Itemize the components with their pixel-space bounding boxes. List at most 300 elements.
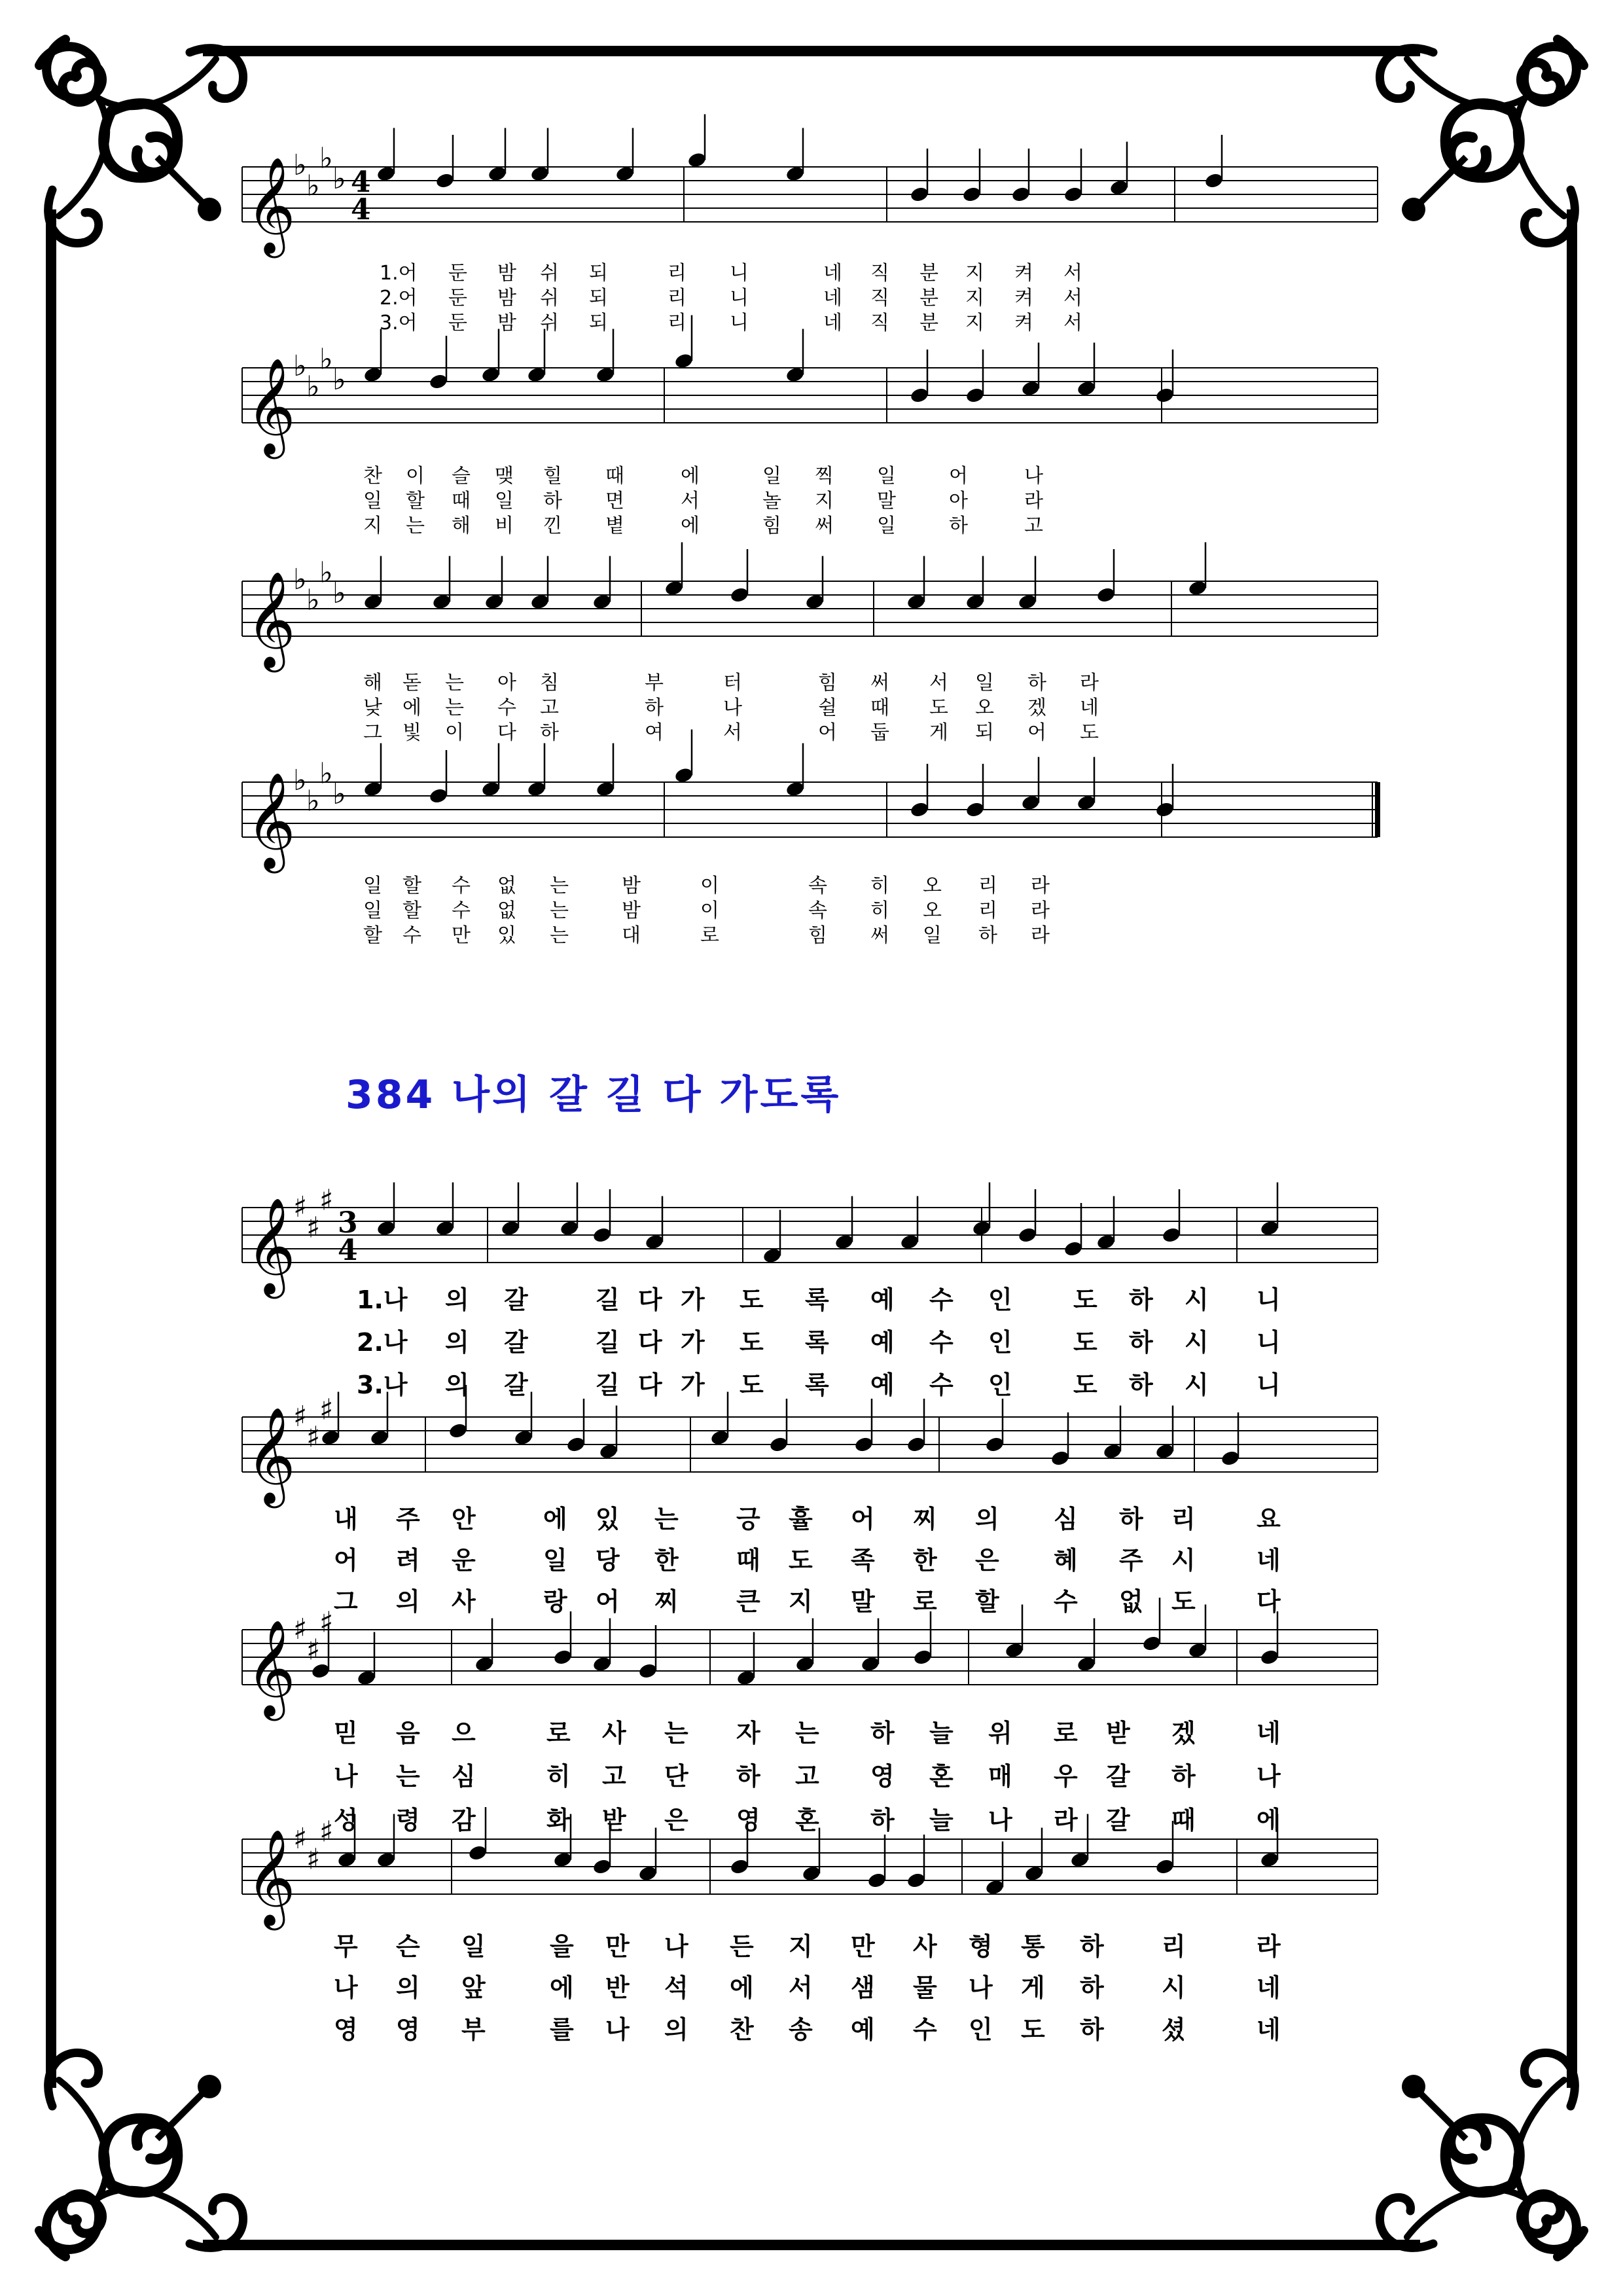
lyric-syllable: 돋 bbox=[402, 672, 421, 694]
flat-icon: ♭ bbox=[332, 577, 346, 610]
lyric-syllable: 직 bbox=[870, 312, 889, 334]
sharp-icon: ♯ bbox=[306, 1633, 321, 1667]
lyric-syllable: 일 bbox=[363, 490, 382, 512]
lyric-syllable: 네 bbox=[1257, 1719, 1281, 1748]
lyric-syllable: 시 bbox=[1185, 1285, 1209, 1314]
lyric-syllable: 안 bbox=[452, 1505, 476, 1534]
lyric-syllable: 히 bbox=[870, 899, 889, 922]
lyric-syllable: 에 bbox=[681, 514, 700, 537]
lyric-syllable: 나 bbox=[664, 1932, 688, 1961]
lyric-syllable: 도 bbox=[1021, 2015, 1045, 2044]
lyric-syllable: 때 bbox=[452, 490, 471, 512]
lyric-syllable: 도 bbox=[740, 1328, 764, 1357]
lyric-syllable: 나 bbox=[334, 1762, 358, 1791]
lyric-syllable: 분 bbox=[919, 287, 938, 310]
lyric-syllable: 시 bbox=[1171, 1546, 1196, 1575]
lyric-syllable: 에 bbox=[730, 1973, 754, 2002]
lyric-syllable: 는 bbox=[654, 1505, 679, 1534]
sharp-icon: ♯ bbox=[293, 1191, 308, 1224]
lyric-syllable: 위 bbox=[988, 1719, 1012, 1748]
sharp-icon: ♯ bbox=[306, 1842, 321, 1876]
lyric-syllable: 도 bbox=[1080, 721, 1099, 744]
lyric-syllable: 리 bbox=[978, 874, 997, 897]
lyric-syllable: 나 bbox=[969, 1973, 993, 2002]
lyric-syllable: 요 bbox=[1257, 1505, 1281, 1534]
lyric-syllable: 지 bbox=[363, 514, 382, 537]
lyric-syllable: 리 bbox=[668, 287, 687, 310]
lyric-syllable: 되 bbox=[589, 312, 608, 334]
lyric-syllable: 이 bbox=[700, 874, 719, 897]
lyric-syllable: 다 bbox=[638, 1328, 662, 1357]
lyric-syllable: 은 bbox=[664, 1806, 688, 1835]
lyric-syllable: 어 bbox=[949, 465, 968, 488]
lyric-syllable: 말 bbox=[851, 1587, 875, 1616]
lyric-syllable: 없 bbox=[497, 899, 516, 922]
lyric-syllable: 로 bbox=[1054, 1719, 1078, 1748]
lyric-syllable: 로 bbox=[913, 1587, 937, 1616]
lyric-syllable: 음 bbox=[396, 1719, 420, 1748]
lyric-syllable: 할 bbox=[402, 899, 421, 922]
lyric-syllable: 으 bbox=[452, 1719, 476, 1748]
lyric-syllable: 는 bbox=[664, 1719, 688, 1748]
lyric-syllable: 는 bbox=[550, 924, 569, 947]
lyric-syllable: 셨 bbox=[1162, 2015, 1186, 2044]
lyric-syllable: 는 bbox=[795, 1719, 819, 1748]
lyric-syllable: 둔 bbox=[448, 262, 467, 285]
lyric-syllable: 하 bbox=[1080, 2015, 1104, 2044]
lyric-syllable: 다 bbox=[638, 1285, 662, 1314]
lyric-syllable: 게 bbox=[1021, 1973, 1045, 2002]
lyric-syllable: 주 bbox=[396, 1505, 420, 1534]
lyric-syllable: 1.어 bbox=[380, 262, 418, 285]
lyric-syllable: 일 bbox=[877, 514, 896, 537]
lyric-syllable: 라 bbox=[1024, 490, 1043, 512]
lyric-syllable: 반 bbox=[605, 1973, 630, 2002]
lyric-syllable: 큰 bbox=[736, 1587, 760, 1616]
lyric-syllable: 침 bbox=[540, 672, 559, 694]
lyric-syllable: 겠 bbox=[1027, 696, 1046, 719]
lyric-syllable: 슬 bbox=[452, 465, 471, 488]
lyric-syllable: 아 bbox=[497, 672, 516, 694]
lyric-syllable: 면 bbox=[605, 490, 624, 512]
lyric-syllable: 도 bbox=[1073, 1285, 1097, 1314]
flat-icon: ♭ bbox=[306, 784, 320, 818]
lyric-syllable: 빛 bbox=[402, 721, 421, 744]
lyric-syllable: 분 bbox=[919, 312, 938, 334]
lyric-syllable: 없 bbox=[1119, 1587, 1143, 1616]
lyric-syllable: 하 bbox=[1129, 1371, 1153, 1399]
lyric-syllable: 수 bbox=[1054, 1587, 1078, 1616]
flat-icon: ♭ bbox=[293, 764, 307, 797]
lyric-syllable: 밤 bbox=[622, 899, 641, 922]
lyric-syllable: 나 bbox=[605, 2015, 630, 2044]
lyric-syllable: 3.어 bbox=[380, 312, 418, 334]
lyric-syllable: 사 bbox=[452, 1587, 476, 1616]
lyric-syllable: 오 bbox=[923, 874, 942, 897]
lyric-syllable: 할 bbox=[402, 874, 421, 897]
lyric-syllable: 서 bbox=[1063, 312, 1082, 334]
lyric-syllable: 물 bbox=[913, 1973, 937, 2002]
lyric-syllable: 때 bbox=[870, 696, 889, 719]
lyric-syllable: 때 bbox=[736, 1546, 760, 1575]
lyric-syllable: 의 bbox=[975, 1505, 999, 1534]
lyric-syllable: 이 bbox=[700, 899, 719, 922]
lyric-syllable: 3.나 bbox=[357, 1371, 408, 1399]
lyric-syllable: 밤 bbox=[622, 874, 641, 897]
lyric-syllable: 네 bbox=[1080, 696, 1099, 719]
lyric-syllable: 휼 bbox=[789, 1505, 813, 1534]
lyric-syllable: 있 bbox=[596, 1505, 620, 1534]
flat-icon: ♭ bbox=[293, 350, 307, 383]
flat-icon: ♭ bbox=[293, 149, 307, 182]
lyric-syllable: 에 bbox=[550, 1973, 574, 2002]
lyric-syllable: 가 bbox=[681, 1328, 705, 1357]
lyric-syllable: 나 bbox=[988, 1806, 1012, 1835]
lyric-syllable: 부 bbox=[645, 672, 664, 694]
lyric-syllable: 송 bbox=[789, 2015, 813, 2044]
lyric-syllable: 리 bbox=[668, 262, 687, 285]
lyric-syllable: 길 bbox=[596, 1371, 620, 1399]
lyric-syllable: 리 bbox=[668, 312, 687, 334]
lyric-syllable: 앞 bbox=[461, 1973, 486, 2002]
lyric-syllable: 비 bbox=[495, 514, 514, 537]
lyric-syllable: 가 bbox=[681, 1285, 705, 1314]
lyric-syllable: 니 bbox=[1257, 1371, 1281, 1399]
lyric-syllable: 한 bbox=[654, 1546, 679, 1575]
lyric-syllable: 는 bbox=[396, 1762, 420, 1791]
lyric-syllable: 주 bbox=[1119, 1546, 1143, 1575]
lyric-syllable: 늘 bbox=[929, 1806, 954, 1835]
lyric-syllable: 놀 bbox=[762, 490, 781, 512]
lyric-syllable: 매 bbox=[988, 1762, 1012, 1791]
lyric-syllable: 1.나 bbox=[357, 1285, 408, 1314]
lyric-syllable: 일 bbox=[363, 874, 382, 897]
flat-icon: ♭ bbox=[332, 162, 346, 196]
lyric-syllable: 되 bbox=[589, 287, 608, 310]
treble-clef-icon: 𝄞 bbox=[246, 1619, 296, 1717]
lyric-syllable: 할 bbox=[975, 1587, 999, 1616]
lyric-syllable: 리 bbox=[1162, 1932, 1186, 1961]
lyric-syllable: 할 bbox=[363, 924, 382, 947]
lyric-syllable: 나 bbox=[723, 696, 742, 719]
lyric-syllable: 샘 bbox=[851, 1973, 875, 2002]
lyric-syllable: 하 bbox=[543, 490, 562, 512]
flat-icon: ♭ bbox=[319, 141, 333, 175]
sharp-icon: ♯ bbox=[306, 1420, 321, 1454]
lyric-syllable: 고 bbox=[795, 1762, 819, 1791]
lyric-syllable: 맺 bbox=[495, 465, 514, 488]
lyric-syllable: 영 bbox=[736, 1806, 760, 1835]
lyric-syllable: 인 bbox=[969, 2015, 993, 2044]
lyric-syllable: 리 bbox=[1171, 1505, 1196, 1534]
lyric-syllable: 의 bbox=[445, 1371, 469, 1399]
lyric-syllable: 지 bbox=[965, 287, 984, 310]
sharp-icon: ♯ bbox=[293, 1613, 308, 1646]
lyric-syllable: 볕 bbox=[605, 514, 624, 537]
lyric-syllable: 인 bbox=[988, 1328, 1012, 1357]
lyric-syllable: 둔 bbox=[448, 287, 467, 310]
lyric-syllable: 다 bbox=[638, 1371, 662, 1399]
lyric-syllable: 2.나 bbox=[357, 1328, 408, 1357]
lyric-syllable: 어 bbox=[851, 1505, 875, 1534]
lyric-syllable: 터 bbox=[723, 672, 742, 694]
lyric-syllable: 는 bbox=[406, 514, 425, 537]
lyric-syllable: 석 bbox=[664, 1973, 688, 2002]
lyric-syllable: 받 bbox=[1106, 1719, 1130, 1748]
lyric-syllable: 네 bbox=[823, 287, 842, 310]
lyric-syllable: 라 bbox=[1031, 874, 1050, 897]
lyric-syllable: 수 bbox=[452, 874, 471, 897]
lyric-syllable: 찬 bbox=[363, 465, 382, 488]
lyric-syllable: 때 bbox=[1171, 1806, 1196, 1835]
lyric-syllable: 는 bbox=[550, 899, 569, 922]
lyric-syllable: 시 bbox=[1185, 1328, 1209, 1357]
treble-clef-icon: 𝄞 bbox=[246, 772, 296, 869]
lyric-syllable: 쉬 bbox=[540, 287, 559, 310]
lyric-syllable: 니 bbox=[1257, 1285, 1281, 1314]
treble-clef-icon: 𝄞 bbox=[246, 1197, 296, 1295]
lyric-syllable: 예 bbox=[870, 1328, 895, 1357]
lyric-syllable: 록 bbox=[805, 1285, 829, 1314]
lyric-syllable: 다 bbox=[497, 721, 516, 744]
lyric-syllable: 에 bbox=[681, 465, 700, 488]
lyric-syllable: 만 bbox=[851, 1932, 875, 1961]
lyric-syllable: 일 bbox=[461, 1932, 486, 1961]
lyric-syllable: 가 bbox=[681, 1371, 705, 1399]
lyric-syllable: 도 bbox=[789, 1546, 813, 1575]
lyric-syllable: 힘 bbox=[818, 672, 837, 694]
lyric-syllable: 하 bbox=[1080, 1973, 1104, 2002]
lyric-syllable: 여 bbox=[645, 721, 664, 744]
lyric-syllable: 도 bbox=[740, 1285, 764, 1314]
lyric-syllable: 사 bbox=[602, 1719, 626, 1748]
treble-clef-icon: 𝄞 bbox=[246, 1407, 296, 1504]
lyric-syllable: 수 bbox=[402, 924, 421, 947]
lyric-syllable: 켜 bbox=[1014, 262, 1033, 285]
lyric-syllable: 일 bbox=[363, 899, 382, 922]
lyric-syllable: 하 bbox=[645, 696, 664, 719]
lyric-syllable: 속 bbox=[808, 899, 827, 922]
lyric-syllable: 한 bbox=[913, 1546, 937, 1575]
lyric-syllable: 도 bbox=[929, 696, 948, 719]
treble-clef-icon: 𝄞 bbox=[246, 1829, 296, 1926]
lyric-syllable: 자 bbox=[736, 1719, 760, 1748]
lyric-syllable: 그 bbox=[334, 1587, 358, 1616]
sharp-icon: ♯ bbox=[306, 1211, 321, 1245]
lyric-syllable: 영 bbox=[870, 1762, 895, 1791]
lyric-syllable: 든 bbox=[730, 1932, 754, 1961]
lyric-syllable: 일 bbox=[923, 924, 942, 947]
lyric-syllable: 당 bbox=[596, 1546, 620, 1575]
lyric-syllable: 하 bbox=[1171, 1762, 1196, 1791]
lyric-syllable: 둔 bbox=[448, 312, 467, 334]
lyric-syllable: 의 bbox=[396, 1973, 420, 2002]
lyric-syllable: 만 bbox=[452, 924, 471, 947]
lyric-syllable: 히 bbox=[546, 1762, 571, 1791]
lyric-syllable: 겠 bbox=[1171, 1719, 1196, 1748]
lyric-syllable: 록 bbox=[805, 1371, 829, 1399]
lyric-syllable: 있 bbox=[497, 924, 516, 947]
lyric-syllable: 서 bbox=[929, 672, 948, 694]
lyric-syllable: 하 bbox=[1119, 1505, 1143, 1534]
lyric-syllable: 영 bbox=[396, 2015, 420, 2044]
sharp-icon: ♯ bbox=[293, 1400, 308, 1433]
lyric-syllable: 의 bbox=[445, 1328, 469, 1357]
lyric-syllable: 네 bbox=[1257, 2015, 1281, 2044]
lyric-syllable: 라 bbox=[1257, 1932, 1281, 1961]
lyric-syllable: 단 bbox=[664, 1762, 688, 1791]
lyric-syllable: 이 bbox=[406, 465, 425, 488]
lyric-syllable: 수 bbox=[929, 1285, 954, 1314]
lyric-syllable: 힐 bbox=[543, 465, 562, 488]
lyric-syllable: 수 bbox=[929, 1371, 954, 1399]
lyric-syllable: 지 bbox=[965, 312, 984, 334]
lyric-syllable: 영 bbox=[334, 2015, 358, 2044]
lyric-syllable: 형 bbox=[969, 1932, 993, 1961]
lyric-syllable: 힘 bbox=[808, 924, 827, 947]
lyric-syllable: 족 bbox=[851, 1546, 875, 1575]
lyric-syllable: 갈 bbox=[504, 1371, 528, 1399]
lyric-syllable: 힘 bbox=[762, 514, 781, 537]
lyric-syllable: 시 bbox=[1185, 1371, 1209, 1399]
lyric-syllable: 분 bbox=[919, 262, 938, 285]
lyric-syllable: 나 bbox=[1257, 1762, 1281, 1791]
lyric-syllable: 도 bbox=[1171, 1587, 1196, 1616]
lyric-syllable: 하 bbox=[1129, 1328, 1153, 1357]
lyric-syllable: 해 bbox=[363, 672, 382, 694]
lyric-syllable: 부 bbox=[461, 2015, 486, 2044]
lyric-syllable: 지 bbox=[789, 1932, 813, 1961]
lyric-syllable: 쉴 bbox=[818, 696, 837, 719]
lyric-syllable: 오 bbox=[975, 696, 994, 719]
lyric-syllable: 갈 bbox=[504, 1328, 528, 1357]
lyric-syllable: 니 bbox=[730, 287, 749, 310]
lyric-syllable: 만 bbox=[605, 1932, 630, 1961]
lyric-syllable: 되 bbox=[589, 262, 608, 285]
lyric-syllable: 되 bbox=[975, 721, 994, 744]
lyric-syllable: 성 bbox=[334, 1806, 358, 1835]
lyric-syllable: 도 bbox=[1073, 1371, 1097, 1399]
sharp-icon: ♯ bbox=[319, 1183, 334, 1217]
lyric-syllable: 는 bbox=[550, 874, 569, 897]
lyric-syllable: 는 bbox=[445, 672, 464, 694]
flat-icon: ♭ bbox=[306, 583, 320, 617]
lyric-syllable: 갈 bbox=[1106, 1762, 1130, 1791]
lyric-syllable: 의 bbox=[396, 1587, 420, 1616]
lyric-syllable: 고 bbox=[540, 696, 559, 719]
flat-icon: ♭ bbox=[319, 757, 333, 791]
lyric-syllable: 수 bbox=[497, 696, 516, 719]
lyric-syllable: 내 bbox=[334, 1505, 358, 1534]
lyric-syllable: 찌 bbox=[913, 1505, 937, 1534]
lyric-syllable: 도 bbox=[1073, 1328, 1097, 1357]
lyric-syllable: 서 bbox=[1063, 287, 1082, 310]
lyric-syllable: 나 bbox=[1024, 465, 1043, 488]
lyric-syllable: 혜 bbox=[1054, 1546, 1078, 1575]
treble-clef-icon: 𝄞 bbox=[246, 156, 296, 254]
lyric-syllable: 에 bbox=[402, 696, 421, 719]
lyric-syllable: 지 bbox=[789, 1587, 813, 1616]
lyric-syllable: 어 bbox=[596, 1587, 620, 1616]
lyric-syllable: 지 bbox=[815, 490, 834, 512]
lyric-syllable: 일 bbox=[495, 490, 514, 512]
lyric-syllable: 인 bbox=[988, 1285, 1012, 1314]
lyric-syllable: 속 bbox=[808, 874, 827, 897]
lyric-syllable: 직 bbox=[870, 262, 889, 285]
lyric-syllable: 써 bbox=[815, 514, 834, 537]
lyric-syllable: 히 bbox=[870, 874, 889, 897]
lyric-syllable: 네 bbox=[1257, 1973, 1281, 2002]
lyric-syllable: 어 bbox=[1027, 721, 1046, 744]
lyric-syllable: 리 bbox=[978, 899, 997, 922]
lyric-syllable: 라 bbox=[1054, 1806, 1078, 1835]
lyric-syllable: 수 bbox=[929, 1328, 954, 1357]
lyric-syllable: 예 bbox=[851, 2015, 875, 2044]
lyric-syllable: 운 bbox=[452, 1546, 476, 1575]
lyric-syllable: 밤 bbox=[497, 312, 516, 334]
lyric-syllable: 하 bbox=[736, 1762, 760, 1791]
lyric-syllable: 에 bbox=[1257, 1806, 1281, 1835]
lyric-syllable: 켜 bbox=[1014, 287, 1033, 310]
lyric-syllable: 써 bbox=[870, 672, 889, 694]
lyric-syllable: 수 bbox=[452, 899, 471, 922]
lyric-syllable: 의 bbox=[445, 1285, 469, 1314]
sharp-icon: ♯ bbox=[319, 1605, 334, 1640]
lyric-syllable: 그 bbox=[363, 721, 382, 744]
lyric-syllable: 쉬 bbox=[540, 312, 559, 334]
lyric-syllable: 밤 bbox=[497, 262, 516, 285]
lyric-syllable: 직 bbox=[870, 287, 889, 310]
lyric-syllable: 고 bbox=[602, 1762, 626, 1791]
lyric-syllable: 혼 bbox=[795, 1806, 819, 1835]
lyric-syllable: 니 bbox=[1257, 1328, 1281, 1357]
lyric-syllable: 령 bbox=[396, 1806, 420, 1835]
lyric-syllable: 하 bbox=[870, 1806, 895, 1835]
lyric-syllable: 심 bbox=[1054, 1505, 1078, 1534]
flat-icon: ♭ bbox=[293, 563, 307, 596]
treble-clef-icon: 𝄞 bbox=[246, 357, 296, 455]
lyric-syllable: 일 bbox=[543, 1546, 567, 1575]
lyric-syllable: 받 bbox=[602, 1806, 626, 1835]
lyric-syllable: 하 bbox=[949, 514, 968, 537]
lyric-syllable: 긍 bbox=[736, 1505, 760, 1534]
lyric-syllable: 아 bbox=[949, 490, 968, 512]
lyric-syllable: 찍 bbox=[815, 465, 834, 488]
lyric-syllable: 나 bbox=[334, 1973, 358, 2002]
lyric-syllable: 길 bbox=[596, 1285, 620, 1314]
lyric-syllable: 지 bbox=[965, 262, 984, 285]
lyric-syllable: 고 bbox=[1024, 514, 1043, 537]
lyric-syllable: 찬 bbox=[730, 2015, 754, 2044]
lyric-syllable: 일 bbox=[877, 465, 896, 488]
sharp-icon: ♯ bbox=[319, 1393, 334, 1427]
lyric-syllable: 은 bbox=[975, 1546, 999, 1575]
lyric-syllable: 네 bbox=[823, 262, 842, 285]
lyric-syllable: 의 bbox=[664, 2015, 688, 2044]
time-signature-bottom: 4 bbox=[351, 193, 371, 226]
time-signature-top: 4 bbox=[351, 166, 371, 199]
flat-icon: ♭ bbox=[332, 778, 346, 811]
lyric-syllable: 밤 bbox=[497, 287, 516, 310]
lyric-syllable: 믿 bbox=[334, 1719, 358, 1748]
lyric-syllable: 해 bbox=[452, 514, 471, 537]
treble-clef-icon: 𝄞 bbox=[246, 571, 296, 668]
lyric-syllable: 라 bbox=[1031, 924, 1050, 947]
flat-icon: ♭ bbox=[319, 556, 333, 590]
flat-icon: ♭ bbox=[306, 370, 320, 404]
lyric-syllable: 랑 bbox=[543, 1587, 567, 1616]
time-signature-bottom: 4 bbox=[338, 1234, 358, 1267]
